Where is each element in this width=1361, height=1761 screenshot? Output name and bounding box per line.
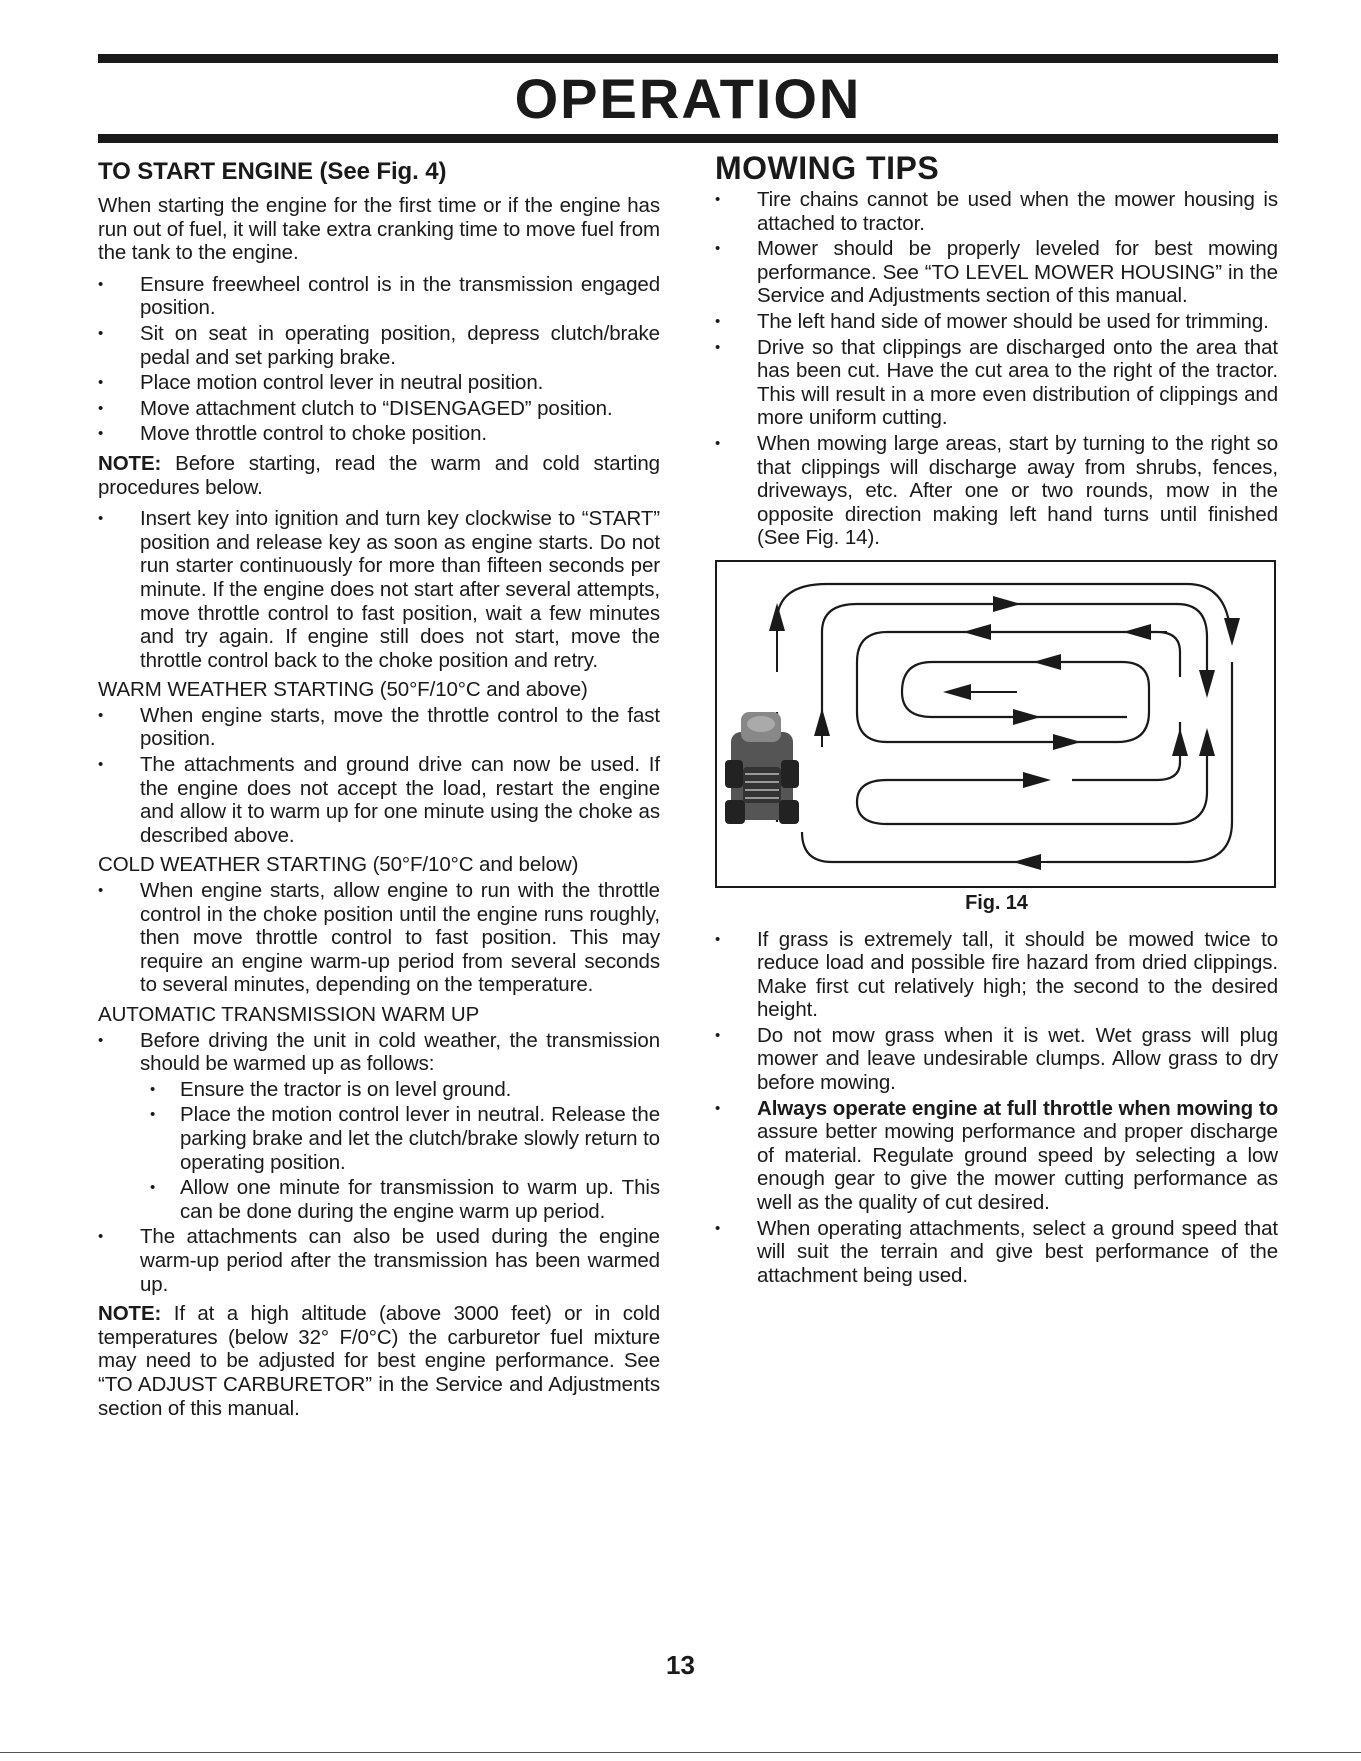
auto-sub-list	[140, 1078, 660, 1224]
list-item: • When engine starts, move the throttle control to the fast position.	[98, 704, 660, 751]
list-item: • Move throttle control to choke position.	[98, 422, 660, 446]
list-item: • The left hand side of mower should be used for trimming.	[715, 310, 1278, 334]
cold-weather-heading: COLD WEATHER STARTING (50°F/10°C and below)	[98, 853, 579, 877]
start-engine-intro: When starting the engine for the first time or if the engine has run out of fuel, it will take extra cranking time to move fuel from the tank to the engine.	[98, 194, 660, 265]
list-item: • Place the motion control lever in neutral. Release the parking brake and let the clutch/brake slowly return to operating position.	[140, 1103, 660, 1174]
mowing-pattern-figure	[715, 560, 1276, 888]
page-title: OPERATION	[514, 67, 862, 130]
throttle-warning-bold: Always operate engine at full throttle when mowing to	[757, 1096, 1278, 1120]
page-number: 13	[666, 1650, 695, 1680]
auto-transmission-list	[98, 1029, 660, 1297]
warm-weather-list	[98, 704, 660, 848]
list-item: • Sit on seat in operating position, depress clutch/brake pedal and set parking brake.	[98, 322, 660, 369]
note-altitude	[98, 1302, 660, 1420]
note-text: Before starting, read the warm and cold starting procedures below.	[98, 451, 660, 499]
throttle-warning-text: assure better mowing performance and proper discharge of material. Regulate ground speed by selecting a low enough gear to give the mower cutting performance as well as the quality of cut desired.	[757, 1120, 1278, 1215]
list-item: • Insert key into ignition and turn key clockwise to “START” position and release key as soon as engine starts. Do not run starter continuously for more than fifteen seconds per minute. If the engine does not start after several attempts, move throttle control to fast position, wait a few minutes and try again. If engine still does not start, move the throttle control back to the choke position and retry.	[98, 507, 660, 672]
mowing-pattern-diagram	[717, 562, 1274, 886]
cold-weather-list	[98, 879, 660, 997]
list-item: • If grass is extremely tall, it should be mowed twice to reduce load and possible fire hazard from dried clippings. Make first cut relatively high; the second to the desired height.	[715, 928, 1278, 1022]
note-label: NOTE:	[98, 451, 162, 475]
header-rule-bottom	[98, 134, 1278, 143]
start-engine-section	[98, 158, 660, 1428]
note-starting	[98, 452, 660, 499]
list-item: • When mowing large areas, start by turning to the right so that clippings will discharge away from shrubs, fences, driveways, etc. After one or two rounds, mow in the opposite direction making left hand turns until finished (See Fig. 14).	[715, 432, 1278, 550]
list-item: • Tire chains cannot be used when the mower housing is attached to tractor.	[715, 188, 1278, 235]
list-item: • Drive so that clippings are discharged onto the area that has been cut. Have the cut area to the right of the tractor. This will result in a more even distribution of clippings and more uniform cutting.	[715, 336, 1278, 430]
list-item: • Mower should be properly leveled for best mowing performance. See “TO LEVEL MOWER HOUSING” in the Service and Adjustments section of this manual.	[715, 237, 1278, 308]
start-engine-heading: TO START ENGINE (See Fig. 4)	[98, 158, 447, 185]
tractor-icon	[725, 712, 799, 824]
auto-transmission-heading: AUTOMATIC TRANSMISSION WARM UP	[98, 1003, 480, 1026]
mowing-tips-list	[715, 188, 1278, 550]
list-item: • When operating attachments, select a ground speed that will suit the terrain and give best performance of the attachment being used.	[715, 1217, 1278, 1288]
auto-intro: Before driving the unit in cold weather, the transmission should be warmed up as follows:	[140, 1028, 660, 1076]
list-item	[715, 1097, 1278, 1215]
list-item: • Move attachment clutch to “DISENGAGED” position.	[98, 397, 660, 421]
list-item: • The attachments and ground drive can now be used. If the engine does not accept the load, restart the engine and allow it to warm up for one minute using the choke as described above.	[98, 753, 660, 847]
key-step-list	[98, 507, 660, 672]
start-engine-steps	[98, 273, 660, 446]
mowing-tips-heading: MOWING TIPS	[715, 150, 940, 186]
list-item	[98, 1029, 660, 1224]
list-item: • Ensure freewheel control is in the transmission engaged position.	[98, 273, 660, 320]
list-item: • Place motion control lever in neutral position.	[98, 371, 660, 395]
warm-weather-heading: WARM WEATHER STARTING (50°F/10°C and above)	[98, 678, 588, 702]
footer-rule	[0, 1752, 1361, 1753]
list-item: • Ensure the tractor is on level ground.	[140, 1078, 660, 1102]
list-item: • Allow one minute for transmission to warm up. This can be done during the engine warm up period.	[140, 1176, 660, 1223]
list-item: • When engine starts, allow engine to run with the throttle control in the choke position until the engine runs roughly, then move throttle control to fast position. This may require an engine warm-up period from several seconds to several minutes, depending on the temperature.	[98, 879, 660, 997]
header-rule-top	[98, 54, 1278, 63]
list-item: • Do not mow grass when it is wet. Wet grass will plug mower and leave undesirable clumps. Allow grass to dry before mowing.	[715, 1024, 1278, 1095]
note-label: NOTE:	[98, 1302, 162, 1326]
figure-caption: Fig. 14	[965, 891, 1028, 914]
mowing-tips-section	[715, 150, 1278, 1293]
mowing-tips-list-continued	[715, 928, 1278, 1288]
list-item: • The attachments can also be used during the engine warm-up period after the transmission has been warmed up.	[98, 1225, 660, 1296]
note-text: If at a high altitude (above 3000 feet) or in cold temperatures (below 32° F/0°C) the carburetor fuel mixture may need to be adjusted for best engine performance. See “TO ADJUST CARBURETOR” in the Service and Adjustments section of this manual.	[98, 1302, 660, 1420]
